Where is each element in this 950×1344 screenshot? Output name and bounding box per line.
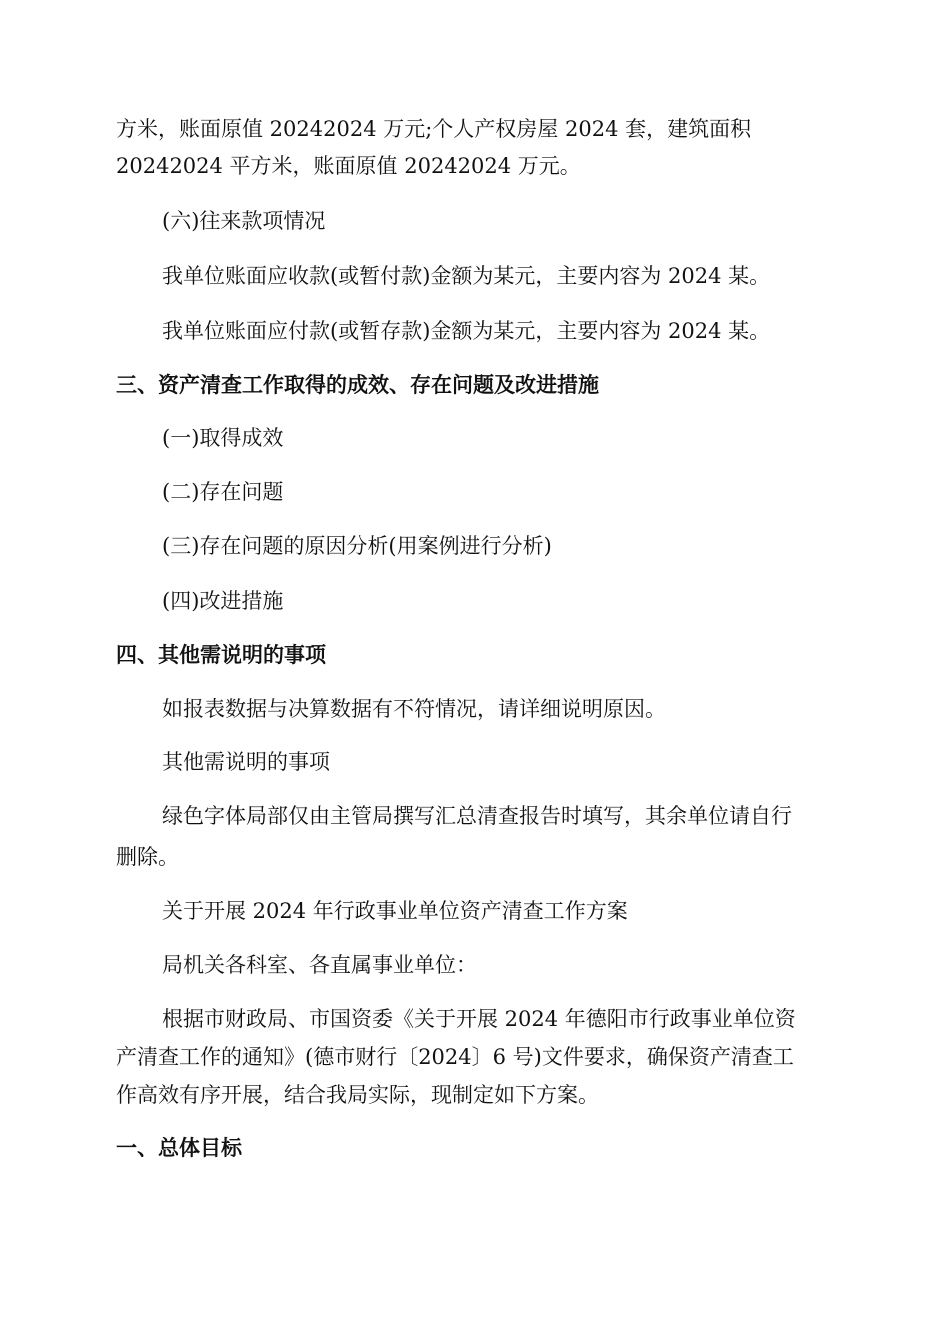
basis-paragraph-line: 根据市财政局、市国资委《关于开展 2024 年德阳市行政事业单位资 (162, 1007, 796, 1031)
subsection-improvements: (四)改进措施 (162, 589, 284, 613)
heading-section-1: 一、总体目标 (116, 1136, 242, 1160)
plan-title: 关于开展 2024 年行政事业单位资产清查工作方案 (162, 899, 628, 923)
heading-section-3: 三、资产清查工作取得的成效、存在问题及改进措施 (116, 373, 599, 397)
heading-section-4: 四、其他需说明的事项 (116, 643, 326, 667)
green-note-line: 绿色字体局部仅由主管局撰写汇总清查报告时填写，其余单位请自行 (162, 804, 792, 828)
other-matters-text: 其他需说明的事项 (162, 750, 330, 774)
paragraph-line: 方米，账面原值 20242024 万元;个人产权房屋 2024 套，建筑面积 (116, 117, 752, 141)
payable-text: 我单位账面应付款(或暂存款)金额为某元，主要内容为 2024 某。 (162, 319, 771, 343)
subsection-problems: (二)存在问题 (162, 480, 284, 504)
subsection-achievements: (一)取得成效 (162, 426, 284, 450)
section-6-title: (六)往来款项情况 (162, 209, 326, 233)
addressee-line: 局机关各科室、各直属事业单位： (162, 953, 477, 977)
basis-paragraph-line: 产清查工作的通知》(德市财行〔2024〕6 号)文件要求，确保资产清查工 (116, 1045, 794, 1069)
receivable-text: 我单位账面应收款(或暂付款)金额为某元，主要内容为 2024 某。 (162, 264, 771, 288)
subsection-cause-analysis: (三)存在问题的原因分析(用案例进行分析) (162, 534, 552, 558)
paragraph-line: 20242024 平方米，账面原值 20242024 万元。 (116, 154, 581, 178)
report-mismatch-note: 如报表数据与决算数据有不符情况，请详细说明原因。 (162, 697, 666, 721)
basis-paragraph-line: 作高效有序开展，结合我局实际，现制定如下方案。 (116, 1083, 599, 1107)
green-note-line: 删除。 (116, 845, 179, 869)
